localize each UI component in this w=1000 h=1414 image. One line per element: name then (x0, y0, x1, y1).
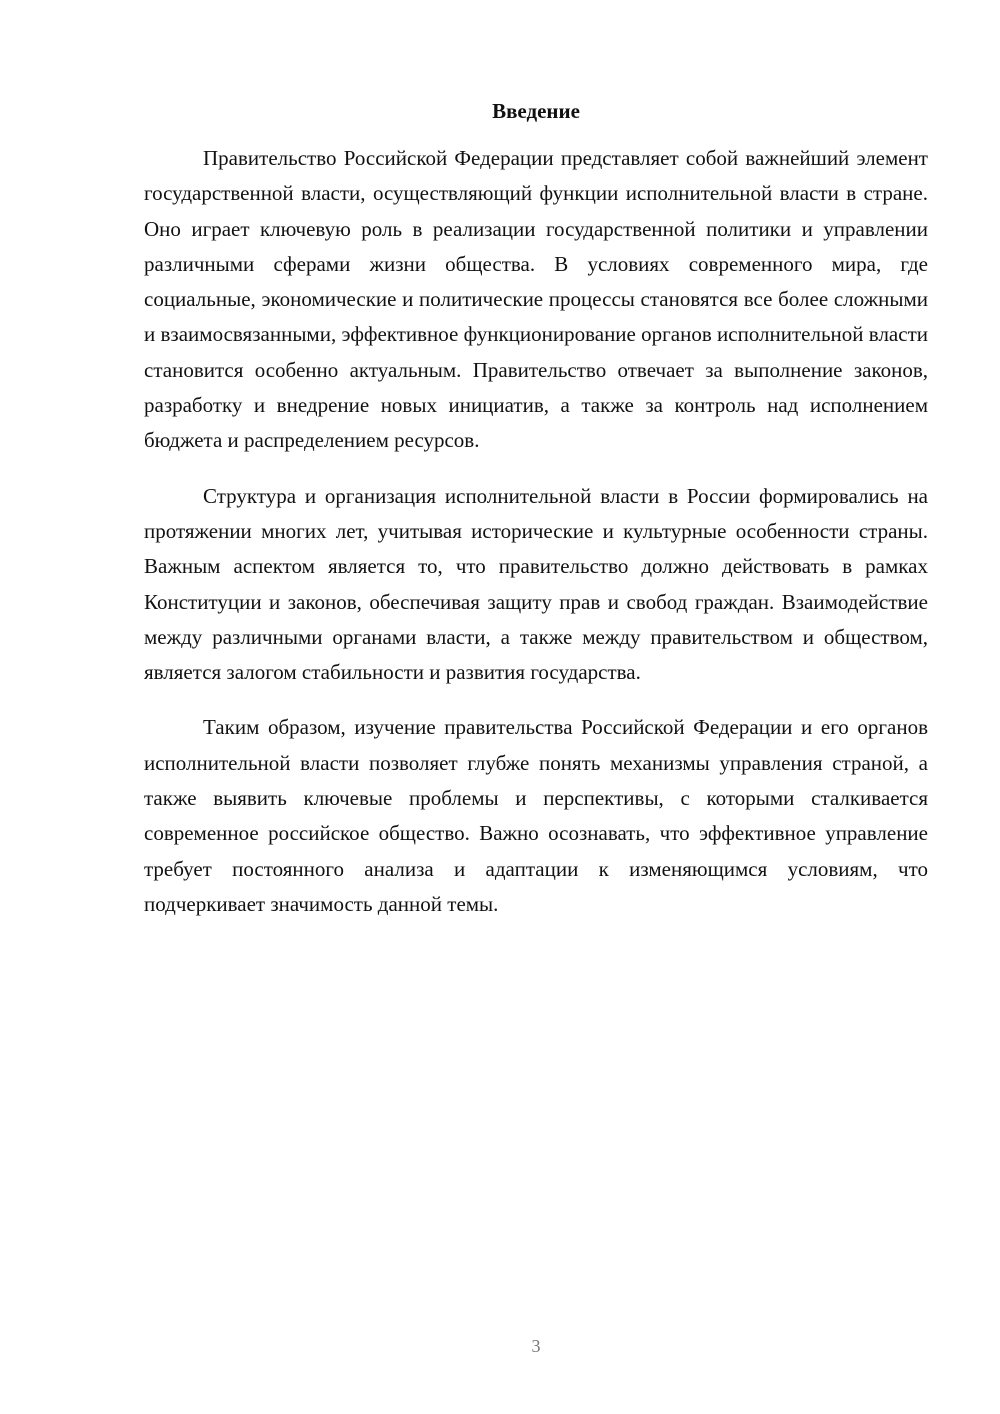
paragraph-2: Структура и организация исполнительной власти в России формировались на протяжении многих лет, учитывая исторические и культурные особенности страны. Важным аспектом является то, что правительство должно действовать в рамках Конституции и законов, обеспечивая защиту прав и свобод граждан. Взаимодействие между различными органами власти, а также между правительством и обществом, является залогом стабильности и развития государства. (144, 483, 928, 685)
paragraph-3: Таким образом, изучение правительства Российской Федерации и его органов исполнительной власти позволяет глубже понять механизмы управления страной, а также выявить ключевые проблемы и перспективы, с которыми сталкивается современное российское общество. Важно осознавать, что эффективное управление требует постоянного анализа и адаптации к изменяющимся условиям, что подчеркивает значимость данной темы. (144, 715, 928, 916)
section-heading: Введение (492, 99, 580, 123)
paragraph-1: Правительство Российской Федерации представляет собой важнейший элемент государственной власти, осуществляющий функции исполнительной власти в стране. Оно играет ключевую роль в реализации государственной политики и управлении различными сферами жизни общества. В условиях современного мира, где социальные, экономические и политические процессы становятся все более сложными и взаимосвязанными, эффективное функционирование органов исполнительной власти становится особенно актуальным. Правительство отвечает за выполнение законов, разработку и внедрение новых инициатив, а также за контроль над исполнением бюджета и распределением ресурсов. (144, 146, 928, 453)
body-text (144, 141, 928, 942)
page-number: 3 (531, 1336, 541, 1356)
